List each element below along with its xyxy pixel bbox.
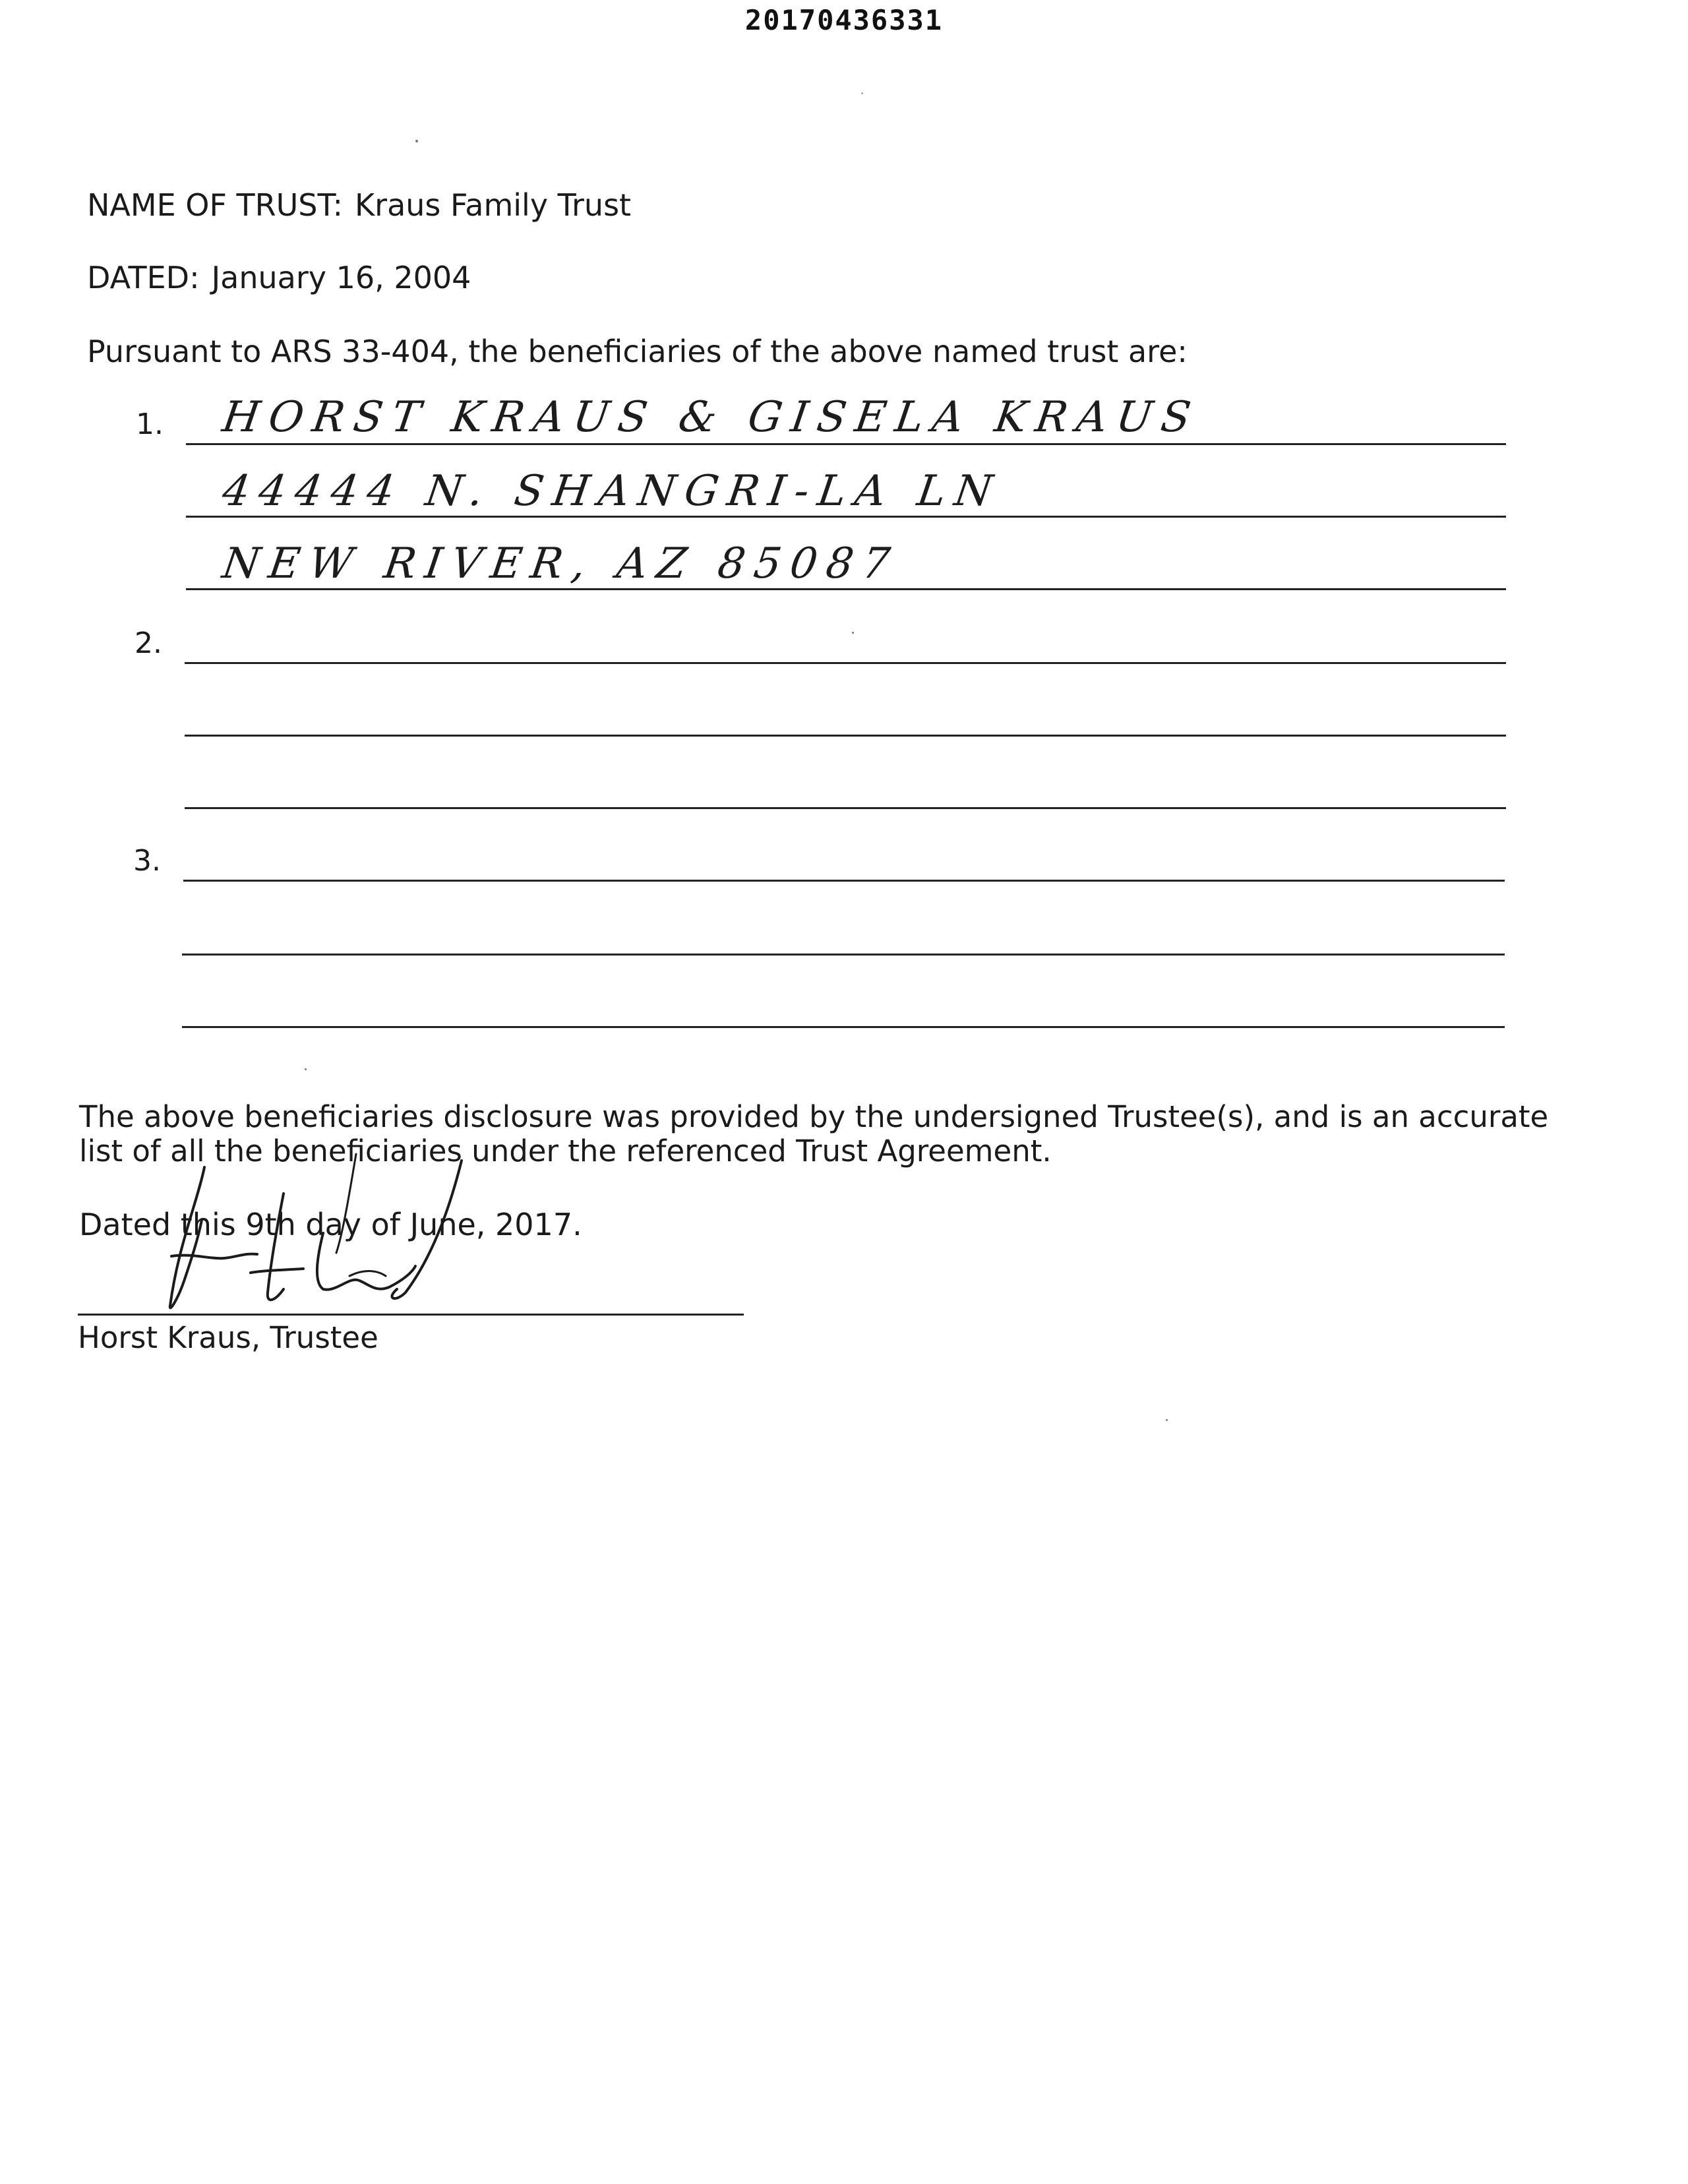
trustee-signature [152, 1141, 468, 1325]
beneficiary-1-rule-2 [186, 516, 1506, 518]
signature-rule [78, 1314, 744, 1316]
beneficiary-3-rule-2 [182, 954, 1505, 956]
scan-speck [415, 140, 418, 142]
signer-name: Horst Kraus, Trustee [78, 1320, 378, 1355]
beneficiary-1-line-2: 44444 N. SHANGRI-LA LN [219, 467, 1005, 516]
dated-line [87, 260, 471, 295]
disclosure-text: The above beneficiaries disclosure was provided by the undersigned Trustee(s), and is an accurate list of all the beneficiaries under the referenced Trust Agreement. [79, 1099, 1549, 1168]
scan-speck [305, 1068, 307, 1070]
beneficiary-2-rule-3 [185, 807, 1506, 809]
dated-label: DATED: [87, 260, 200, 295]
beneficiary-1-line-3: NEW RIVER, AZ 85087 [219, 539, 902, 588]
beneficiary-1-rule-3 [186, 588, 1506, 590]
recording-number: 20170436331 [744, 4, 944, 36]
beneficiary-2-rule-2 [185, 735, 1506, 737]
beneficiary-3-rule-3 [182, 1026, 1505, 1028]
dated-this-text: Dated this 9th day of June, 2017. [79, 1207, 582, 1242]
trust-name-line [87, 187, 631, 223]
trust-name-value: Kraus Family Trust [355, 187, 632, 223]
scan-speck [852, 632, 854, 634]
beneficiary-3-number: 3. [133, 844, 161, 878]
intro-text: Pursuant to ARS 33-404, the beneficiaries of the above named trust are: [87, 334, 1188, 369]
trust-name-label: NAME OF TRUST: [87, 187, 344, 223]
dated-value: January 16, 2004 [211, 260, 471, 295]
beneficiary-3-rule-1 [183, 880, 1505, 882]
scan-speck [861, 92, 863, 94]
beneficiary-2-number: 2. [135, 626, 162, 660]
beneficiary-1-number: 1. [136, 408, 164, 441]
beneficiary-2-rule-1 [185, 662, 1506, 664]
beneficiary-1-rule-1 [186, 443, 1506, 445]
scan-speck [1166, 1419, 1168, 1421]
beneficiary-1-line-1: HORST KRAUS & GISELA KRAUS [219, 393, 1203, 442]
